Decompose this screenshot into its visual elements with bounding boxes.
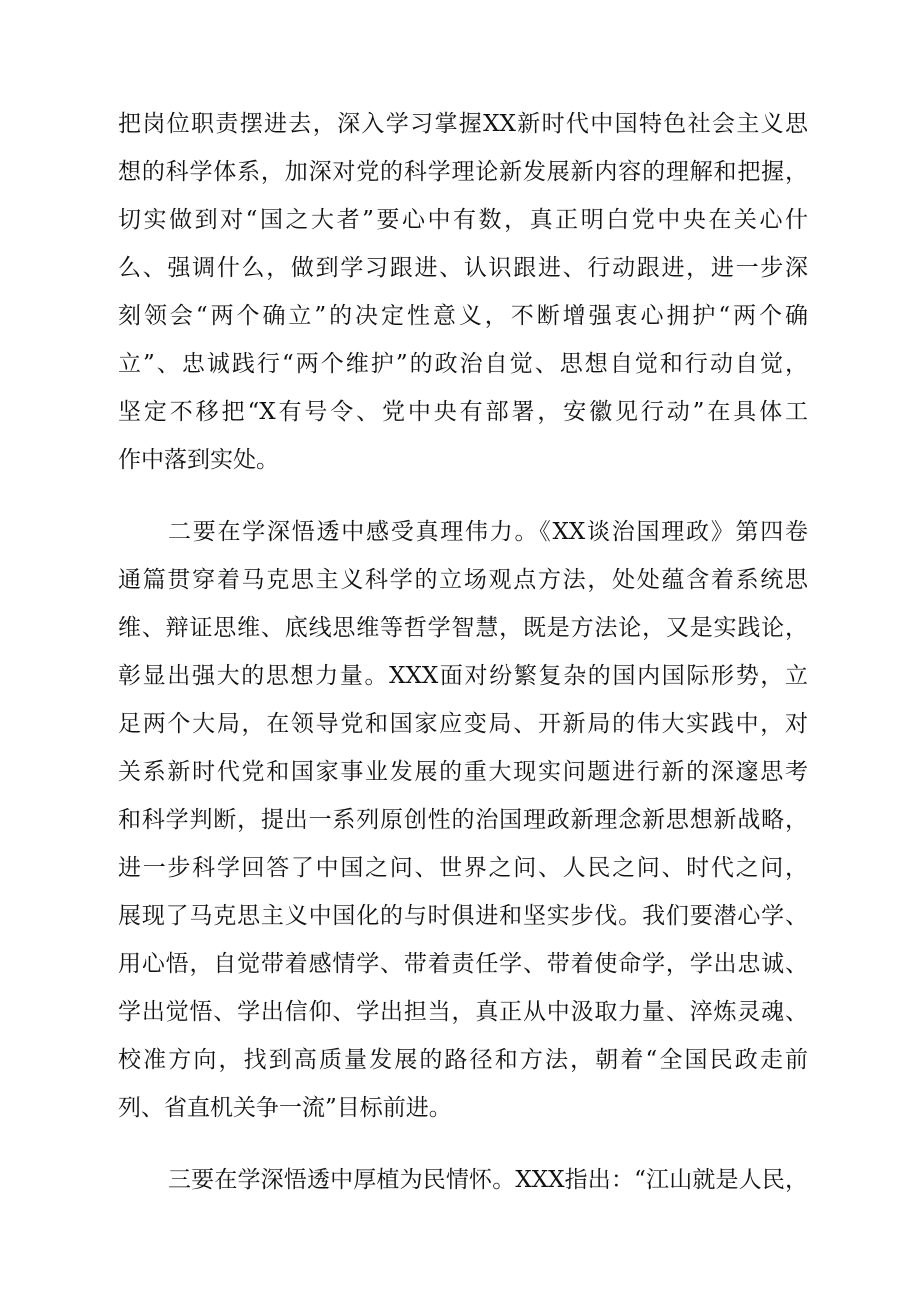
text-line: 想的科学体系，加深对党的科学理论新发展新内容的理解和把握， [118,159,808,185]
text-line: 切实做到对“国之大者”要心中有数，真正明白党中央在关心什 [118,207,808,233]
text-line: 把岗位职责摆进去，深入学习掌握XX新时代中国特色社会主义思 [118,111,808,137]
text-line: 通篇贯穿着马克思主义科学的立场观点方法，处处蕴含着系统思 [118,567,808,593]
document-body [118,100,808,1204]
text-line: 二要在学深悟透中感受真理伟力。《XX谈治国理政》第四卷 [168,519,808,545]
text-line: 维、辩证思维、底线思维等哲学智慧，既是方法论，又是实践论， [118,615,808,641]
text-line: 关系新时代党和国家事业发展的重大现实问题进行新的深邃思考 [118,759,808,785]
text-line: 展现了马克思主义中国化的与时俱进和坚实步伐。我们要潜心学、 [118,903,808,929]
text-line: 列、省直机关争一流”目标前进。 [118,1095,452,1121]
paragraph-1 [118,100,808,484]
text-line: 校准方向，找到高质量发展的路径和方法，朝着“全国民政走前 [118,1047,808,1073]
paragraph-spacer [118,484,808,508]
text-line: 彰显出强大的思想力量。XXX面对纷繁复杂的国内国际形势，立 [118,663,808,689]
text-line: 么、强调什么，做到学习跟进、认识跟进、行动跟进，进一步深 [118,255,808,281]
text-line: 用心悟，自觉带着感情学、带着责任学、带着使命学，学出忠诚、 [118,951,808,977]
paragraph-spacer [118,1132,808,1156]
paragraph-2 [118,508,808,1132]
text-line: 作中落到实处。 [118,447,279,473]
paragraph-3 [118,1156,808,1204]
text-line: 学出觉悟、学出信仰、学出担当，真正从中汲取力量、淬炼灵魂、 [118,999,808,1025]
text-line: 刻领会“两个确立”的决定性意义，不断增强衷心拥护“两个确 [118,303,808,329]
text-line: 足两个大局，在领导党和国家应变局、开新局的伟大实践中，对 [118,711,808,737]
text-line: 进一步科学回答了中国之问、世界之问、人民之问、时代之问， [118,855,808,881]
text-line: 坚定不移把“X有号令、党中央有部署，安徽见行动”在具体工 [118,399,808,425]
text-line: 和科学判断，提出一系列原创性的治国理政新理念新思想新战略， [118,807,808,833]
text-line: 立”、忠诚践行“两个维护”的政治自觉、思想自觉和行动自觉， [118,351,808,377]
text-line: 三要在学深悟透中厚植为民情怀。XXX指出：“江山就是人民， [168,1167,808,1193]
